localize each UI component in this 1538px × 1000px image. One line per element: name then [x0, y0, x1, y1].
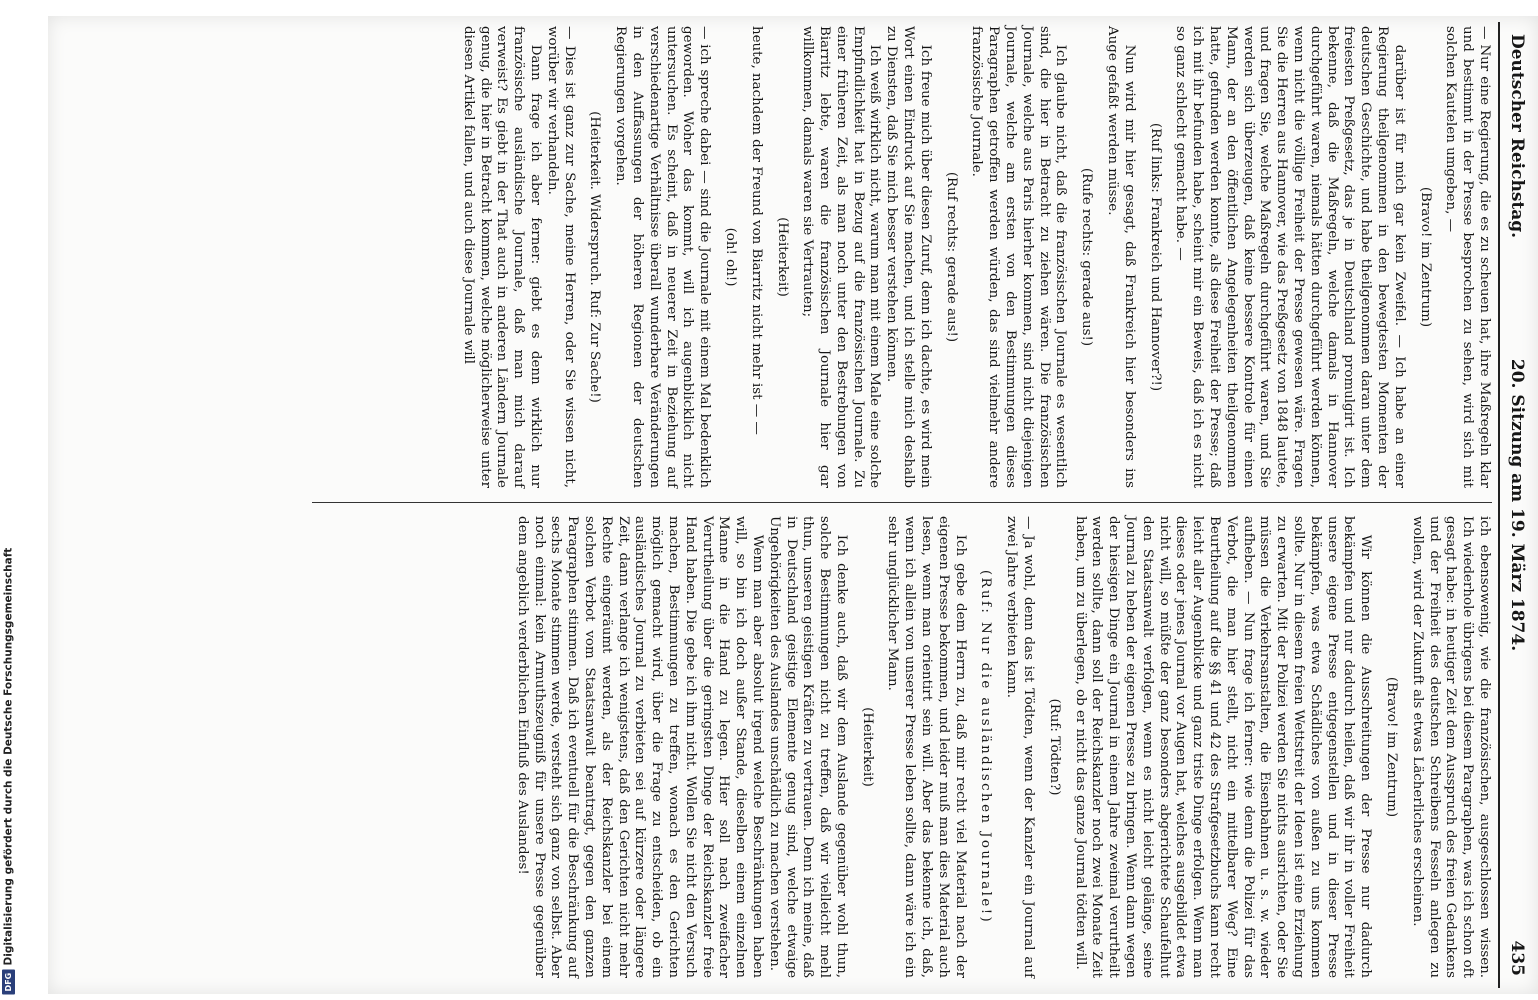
paragraph: — ich spreche dabei — sind die Journale mit einem Mal bedenklich geworden. Woher das kommt, will ich augenblicklich nicht untersuchen. Es scheint, daß in neuerer Zeit in Beziehung auf verschiedenartige Verhältnisse überall wunderbare Veränderungen in den Auffassungen der höheren Regionen der deutschen Regierungen vorgehen.	[613, 26, 713, 488]
page-number: 435	[1507, 940, 1527, 976]
paragraph: — Nur eine Regierung, die es zu scheuen hat, ihre Maßregeln klar und bestimmt in der Presse besprochen zu sehen, wird sich mit solchen Kautelen umgeben, —	[1443, 26, 1492, 488]
paragraph: Ich gebe dem Herrn zu, daß mir recht viel Material nach der eigenen Presse bekommen, und leider muß man dies Material auch lesen, wenn man orientirt sein will. Aber das bekenne ich, daß, wenn ich allein von unserer Presse leben sollte, dann wäre ich ein sehr unglücklicher Mann.	[885, 516, 968, 978]
paragraph: — Ja wohl, denn das ist Tödten, wenn der Kanzler ein Journal auf zwei Jahre verbieten kann.	[1004, 516, 1037, 978]
paragraph: Wenn man aber absolut irgend welche Beschränkungen haben will, so bin ich doch außer Stande, dieselben einem einzelnen Manne in die Hand zu legen. Hier soll nach zweifacher Verurtheilung über die geringsten Dinge der Reichskanzler freie Hand haben. Die gebe ich ihm nicht. Wollen Sie nicht den Versuch machen, Bestimmungen zu treffen, wonach es den Gerichten möglich gemacht wird, über die Frage zu entscheiden, ob ein ausländisches Journal zu verbieten sei auf kürzere oder längere Zeit, dann verlange ich wenigstens, daß den Gerichten nicht mehr Rechte eingeräumt werden, als der Reichskanzler bei einem solchen Verbot vom Staatsanwalt beantragt, gegen den ganzen Paragraphen stimmen. Daß ich eventuell für die Beschränkung auf sechs Monate stimmen werde, versteht sich ganz von selbst. Aber noch einmal: kein Armuthszeugniß für unsere Presse gegenüber dem angeblich verderblichen Einfluß des Auslandes!	[514, 516, 765, 978]
interjection: (Bravo! im Zentrum)	[1417, 186, 1433, 328]
interjection: (Ruf: Nur die ausländischen Journale!)	[978, 569, 994, 925]
digitization-credit-text: Digitalisierung gefördert durch die Deutsche Forschungsgemeinschaft	[2, 547, 15, 966]
paragraph: — Dies ist ganz zur Sache, meine Herren, oder Sie wissen nicht, worüber wir verhandeln.	[544, 26, 577, 488]
dfg-logo-icon: DFG	[2, 969, 15, 994]
interjection: (Bravo! im Zentrum)	[1384, 676, 1400, 818]
paragraph: heute, nachdem der Freund von Biarritz nicht mehr ist — —	[748, 26, 764, 435]
paragraph: Dann frage ich aber ferner: giebt es denn wirklich nur französische ausländische Journale, daß man mich darauf verweist? Es giebt in der That auch in anderen Ländern Journale genug, die hier in Betracht kommen, welche möglicherweise unter diesen Artikel fallen, und auch diese Journale will	[460, 26, 543, 488]
interjection: (Ruf rechts: gerade aus!)	[943, 171, 959, 343]
header-title: Deutscher Reichstag.	[1507, 34, 1527, 239]
scanned-page	[48, 16, 1538, 994]
header-session-date: 20. Sitzung am 19. März 1874.	[1507, 358, 1527, 652]
interjection: (Ruf: Tödten?)	[1046, 698, 1062, 796]
column-divider	[312, 502, 1492, 503]
paragraph: darüber ist für mich gar kein Zweifel. — Ich habe an einer Regierung theilgenommen in den bewegtesten Momenten der deutschen Geschichte, und habe theilgenommen daran unter dem freiesten Preßgesetz, das je in Deutschland promulgirt ist. Ich bekenne, daß die Maßregeln, welche damals in Hannover durchgeführt waren, niemals hätten durchgeführt werden können, wenn nicht die völlige Freiheit der Presse gewesen wäre. Fragen Sie die Herren aus Hannover, wie das Preßgesetz von 1848 lautete, und fragen Sie, welche Maßregeln durchgeführt waren, und Sie werden sich überzeugen, daß keine bessere Kontrole für einen Mann, der an den öffentlichen Angelegenheiten theilgenommen hatte, gefunden werden konnte, als diese Freiheit der Presse; daß ich mit ihr befunden habe, scheint mir ein Beweis, daß ich es nicht so ganz schlecht gemacht habe. —	[1173, 26, 1407, 488]
interjection: (Rufe rechts: gerade aus!)	[1079, 167, 1095, 347]
interjection: (Ruf links: Frankreich und Hannover?!)	[1147, 122, 1163, 392]
interjection: (Heiterkeit. Widerspruch. Ruf: Zur Sache!)	[587, 111, 603, 403]
interjection: (Heiterkeit)	[774, 217, 790, 297]
paragraph: Ich glaube nicht, daß die französischen Journale es wesentlich sind, die hier in Betracht zu ziehen wären. Die französischen Journale, welche aus Paris hierher kommen, sind nicht diejenigen Journale, welche am ersten von den Bestimmungen dieses Paragraphen getroffen werden würden, das sind vielmehr andere französische Journale.	[969, 26, 1069, 488]
page-header	[1498, 22, 1530, 988]
paragraph: Ich denke auch, daß wir dem Auslande gegenüber wohl thun, solche Bestimmungen nicht zu treffen, daß wir vielleicht mehl thun, unseren geistigen Kräften zu vertrauen. Denn ich meine, daß in Deutschland geistige Elemente genug sind, welche etwaige Ungehörigkeiten des Auslandes unschädlich zu machen verstehen.	[766, 516, 849, 978]
interjection: (Heiterkeit)	[859, 707, 875, 787]
paragraph: ich ebensowenig, wie die französischen, ausgeschlossen wissen. Ich wiederhole übrigens bei diesem Paragraphen, was ich schon oft gesagt habe: in heutiger Zeit dem Ausspruch des freien Gedankens und der Freiheit des deutschen Schreibens Fesseln anlegen zu wollen, wird der Zukunft als etwas Lächerliches erscheinen.	[1409, 516, 1492, 978]
paragraph: Ich freue mich über diesen Zuruf, denn ich dachte, es wird mein Wort einen Eindruck auf Sie machen, und ich stelle mich deshalb zu Diensten, daß Sie mich besser verstehen können.	[884, 26, 933, 488]
digitization-caption	[2, 548, 15, 994]
paragraph: Wir können die Ausschreitungen der Presse nur dadurch bekämpfen und nur dadurch heilen, daß wir ihr in voller Freiheit unsere eigene Presse entgegenstellen und in dieser Presse bekämpfen, was etwa Schädliches von außen zu uns kommen sollte. Nur in diesem freien Wettstreit der Ideen ist eine Erziehung zu erwarten. Mit der Polizei werden Sie nichts ausrichten, oder Sie müssen die Verkehrsanstalten, die Eisenbahnen u. s. w. wieder aufheben. — Nun frage ich ferner: wie denn die Polizei für das Verbot, die man hier stellt, nicht ein mittelbarer Weg? Eine Beurtheilung auf die §§ 41 und 42 des Strafgesetzbuchs kann recht leicht aller Augenblicke und ganz triste Dinge erfolgen. Wenn man dieses oder jenes Journal vor Augen hat, welches ausgebildet etwa nicht will, so müßte der ganz besonders abgerichtete Schaufelhut den Staatsanwalt verfolgen, wenn es nicht leicht gelänge, seine Journal zu heben der eigenen Presse zu bringen. Wenn dann wegen der hiesigen Dinge ein Journal in einem Jahre zweimal verurtheilt werden sollte, dann soll der Reichskanzler noch zwei Monate Zeit haben, um zu überlegen, ob er nicht das ganze Journal tödten will.	[1072, 516, 1374, 978]
paragraph: Nun wird mir hier gesagt, daß Frankreich hier besonders ins Auge gefaßt werden müsse.	[1105, 26, 1137, 488]
text-column-right	[513, 516, 1492, 978]
interjection: (oh! oh!)	[722, 227, 738, 287]
paragraph: Ich weiß wirklich nicht, warum man mit einem Male eine solche Empfindlichkeit hat in Bezug auf die französischen Journale. Zu einer früheren Zeit, als man noch unter den Bestrebungen von Biarritz lebte, waren die französischen Journale hier gar willkommen, damals waren sie Vertrauten;	[800, 26, 883, 488]
text-column-left	[459, 26, 1492, 488]
